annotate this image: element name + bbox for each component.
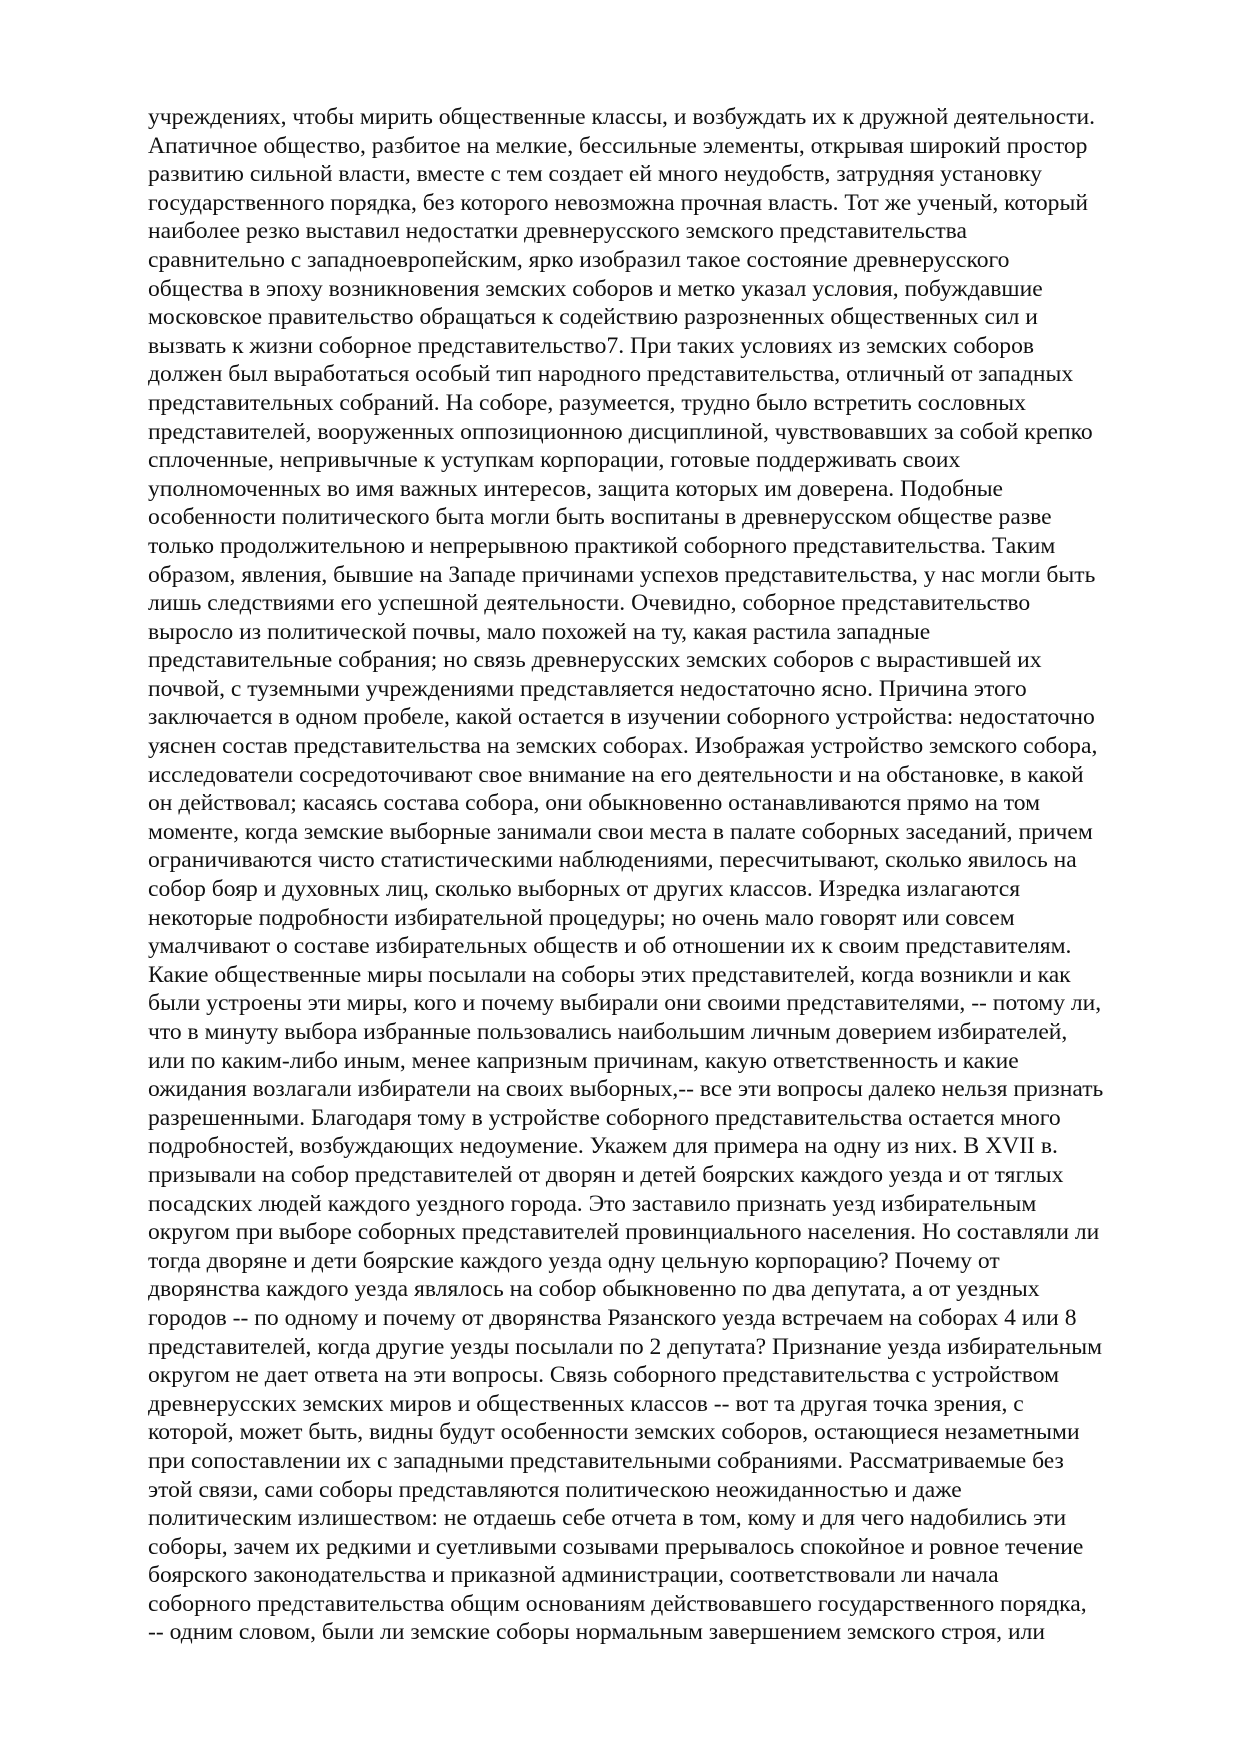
text-line: призывали на собор представителей от дворян и детей боярских каждого уезда и от тяглых bbox=[148, 1161, 1064, 1188]
text-line: Какие общественные миры посылали на соборы этих представителей, когда возникли и как bbox=[148, 961, 1071, 988]
text-line: вызвать к жизни соборное представительство7. При таких условиях из земских соборов bbox=[148, 332, 1035, 359]
text-line: дворянства каждого уезда являлось на собор обыкновенно по два депутата, а от уездных bbox=[148, 1276, 1040, 1303]
text-line: подробностей, возбуждающих недоумение. Укажем для примера на одну из них. В XVII в. bbox=[148, 1133, 1058, 1160]
text-line: только продолжительною и непрерывною практикой соборного представительства. Таким bbox=[148, 532, 1056, 559]
text-line: представителей, когда другие уезды посылали по 2 депутата? Признание уезда избирательным bbox=[148, 1333, 1103, 1360]
text-line: были устроены эти миры, кого и почему выбирали они своими представителями, -- потому ли, bbox=[148, 990, 1102, 1017]
text-line: этой связи, сами соборы представляются политическою неожиданностью и даже bbox=[148, 1476, 962, 1503]
text-line: посадских людей каждого уездного города. Это заставило признать уезд избирательным bbox=[148, 1190, 1037, 1217]
text-line: округом не дает ответа на эти вопросы. Связь соборного представительства с устройством bbox=[148, 1362, 1060, 1389]
text-line: боярского законодательства и приказной администрации, соответствовали ли начала bbox=[148, 1562, 999, 1589]
text-line: почвой, с туземными учреждениями представляется недостаточно ясно. Причина этого bbox=[148, 675, 1027, 702]
text-line: -- одним словом, были ли земские соборы нормальным завершением земского строя, или bbox=[148, 1619, 1045, 1646]
text-line: заключается в одном пробеле, какой остается в изучении соборного устройства: недостаточно bbox=[148, 704, 1095, 731]
text-line: сплоченные, непривычные к уступкам корпорации, готовые поддерживать своих bbox=[148, 447, 961, 474]
text-line: развитию сильной власти, вместе с тем создает ей много неудобств, затрудняя установку bbox=[148, 161, 1042, 188]
text-line: древнерусских земских миров и общественных классов -- вот та другая точка зрения, с bbox=[148, 1390, 1024, 1417]
text-line: ожидания возлагали избиратели на своих выборных,-- все эти вопросы далеко нельзя признать bbox=[148, 1076, 1104, 1103]
text-line: умалчивают о составе избирательных обществ и об отношении их к своим представителям. bbox=[148, 933, 1072, 960]
text-line: представительные собрания; но связь древнерусских земских соборов с вырастившей их bbox=[148, 647, 1042, 674]
text-line: разрешенными. Благодаря тому в устройстве соборного представительства остается много bbox=[148, 1104, 1061, 1131]
text-line: образом, явления, бывшие на Западе причинами успехов представительства, у нас могли быть bbox=[148, 561, 1096, 588]
text-line: или по каким-либо иным, менее капризным причинам, какую ответственность и какие bbox=[148, 1047, 1019, 1074]
text-line: особенности политического быта могли быть воспитаны в древнерусском обществе разве bbox=[148, 504, 1052, 531]
text-line: соборы, зачем их редкими и суетливыми созывами прерывалось спокойное и ровное течение bbox=[148, 1533, 1084, 1560]
text-line: что в минуту выбора избранные пользовались наибольшим личным доверием избирателей, bbox=[148, 1019, 1068, 1045]
text-line: общества в эпоху возникновения земских соборов и метко указал условия, побуждавшие bbox=[148, 275, 1043, 302]
text-line: лишь следствиями его успешной деятельности. Очевидно, соборное представительство bbox=[148, 590, 1031, 617]
text-line: выросло из политической почвы, мало похожей на ту, какая растила западные bbox=[148, 618, 931, 645]
text-line: Апатичное общество, разбитое на мелкие, бессильные элементы, открывая широкий простор bbox=[148, 132, 1088, 159]
text-line: соборного представительства общим основаниям действовавшего государственного порядка, bbox=[148, 1590, 1087, 1617]
text-line: должен был выработаться особый тип народного представительства, отличный от западных bbox=[148, 361, 1074, 388]
text-line: представительных собраний. На соборе, разумеется, трудно было встретить сословных bbox=[148, 389, 1026, 416]
text-line: сравнительно с западноевропейским, ярко изобразил такое состояние древнерусского bbox=[148, 246, 1010, 273]
text-line: он действовал; касаясь состава собора, они обыкновенно останавливаются прямо на том bbox=[148, 790, 1041, 817]
text-line: представителей, вооруженных оппозиционною дисциплиной, чувствовавших за собой крепко bbox=[148, 418, 1093, 445]
text-line: моменте, когда земские выборные занимали свои места в палате соборных заседаний, причем bbox=[148, 818, 1093, 845]
text-line: собор бояр и духовных лиц, сколько выборных от других классов. Изредка излагаются bbox=[148, 876, 1021, 903]
text-line: при сопоставлении их с западными представительными собраниями. Рассматриваемые без bbox=[148, 1447, 1064, 1474]
text-line: округом при выборе соборных представителей провинциального населения. Но составляли ли bbox=[148, 1219, 1100, 1246]
body-text bbox=[148, 103, 1148, 1647]
text-line: уполномоченных во имя важных интересов, защита которых им доверена. Подобные bbox=[148, 475, 1004, 502]
text-line: наиболее резко выставил недостатки древнерусского земского представительства bbox=[148, 218, 967, 245]
text-line: ограничиваются чисто статистическими наблюдениями, пересчитывают, сколько явилось на bbox=[148, 847, 1077, 874]
text-line: исследователи сосредоточивают свое внимание на его деятельности и на обстановке, в какой bbox=[148, 761, 1084, 788]
text-line: которой, может быть, видны будут особенности земских соборов, остающиеся незаметными bbox=[148, 1419, 1080, 1446]
text-line: московское правительство обращаться к содействию разрозненных общественных сил и bbox=[148, 304, 1038, 331]
text-line: уяснен состав представительства на земских соборах. Изображая устройство земского собора, bbox=[148, 733, 1098, 760]
text-line: учреждениях, чтобы мирить общественные классы, и возбуждать их к дружной деятельности. bbox=[148, 104, 1096, 130]
text-line: государственного порядка, без которого невозможна прочная власть. Тот же ученый, который bbox=[148, 189, 1088, 216]
text-line: городов -- по одному и почему от дворянства Рязанского уезда встречаем на соборах 4 или 8 bbox=[148, 1304, 1077, 1331]
text-line: некоторые подробности избирательной процедуры; но очень мало говорят или совсем bbox=[148, 904, 1015, 931]
text-line: тогда дворяне и дети боярские каждого уезда одну цельную корпорацию? Почему от bbox=[148, 1247, 1000, 1274]
text-line: политическим излишеством: не отдаешь себе отчета в том, кому и для чего надобились эти bbox=[148, 1505, 1067, 1532]
